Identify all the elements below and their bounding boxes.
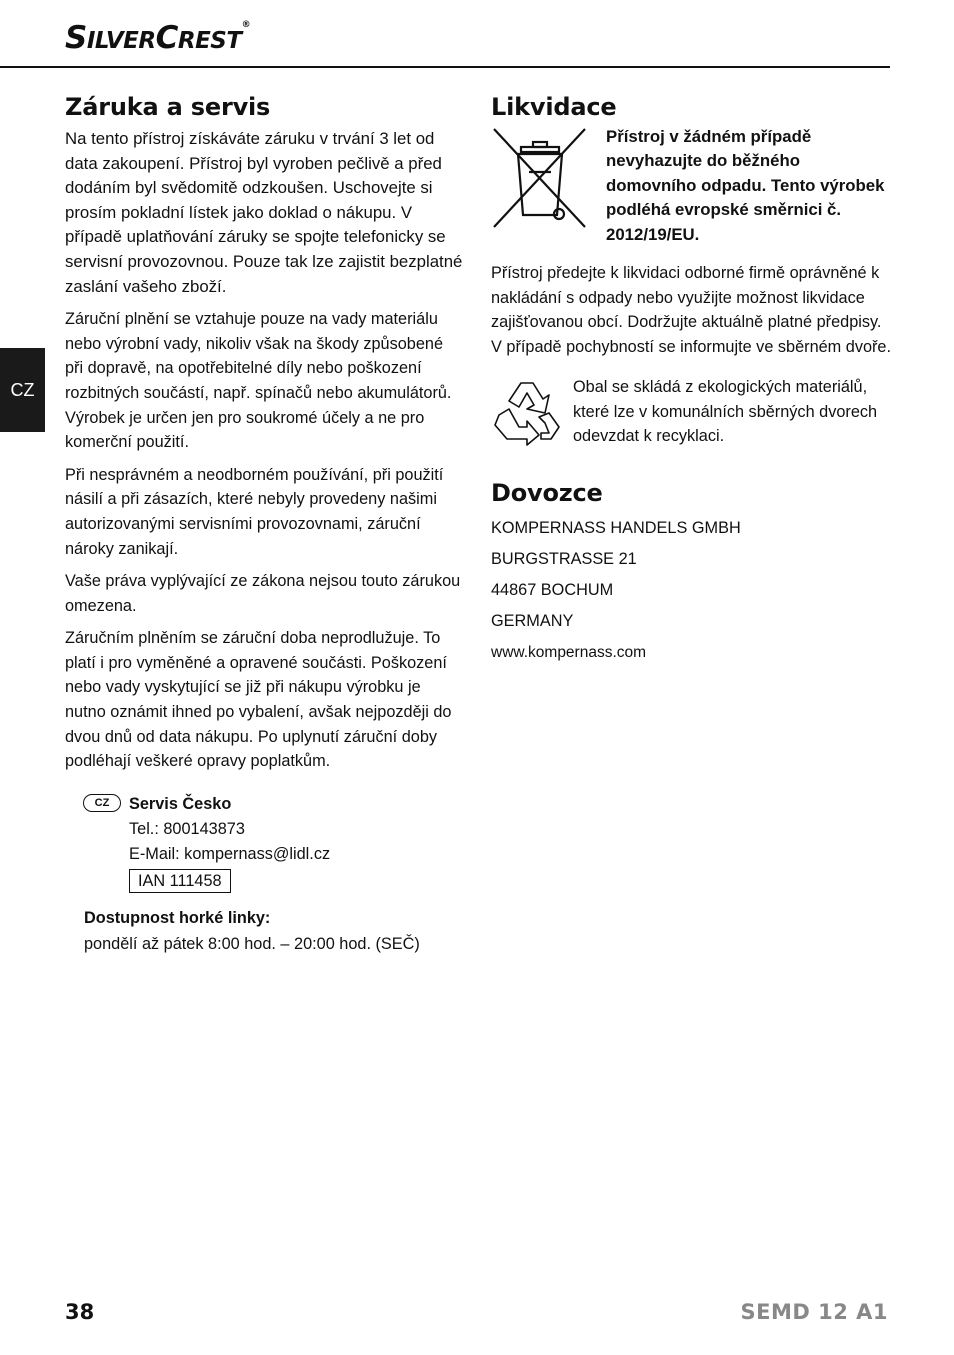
brand-logo bbox=[65, 20, 250, 56]
weee-warning-text: Přístroj v žádném případě nevyhazujte do běžného domovního odpadu. Tento výrobek podléhá evropské směrnici č. 2012/19/EU. bbox=[606, 127, 885, 244]
warranty-paragraph: Vaše práva vyplývající ze zákona nejsou touto zárukou omezena. bbox=[65, 572, 461, 615]
importer-website[interactable]: www.kompernass.com bbox=[491, 644, 647, 662]
disposal-heading: Likvidace bbox=[491, 93, 617, 121]
weee-notice bbox=[491, 127, 891, 247]
importer-company: KOMPERNASS HANDELS GMBH bbox=[491, 519, 741, 538]
recycle-text: Obal se skládá z ekologických materiálů, které lze v komunálních sběrných dvorech odevzdat k recyklaci. bbox=[573, 378, 878, 446]
language-tab-label: CZ bbox=[10, 379, 35, 400]
left-column bbox=[65, 93, 465, 957]
warranty-paragraph: Záručním plněním se záruční doba neprodlužuje. To platí i pro vyměněné a opravené součásti. Poškození nebo vady vyskytující se již při nákupu výrobku je nutno oznámit ihned po vybalení, avšak nejpozději do dvou dnů od data nákupu. Po uplynutí záruční doby podléhají veškeré opravy poplatkům. bbox=[65, 629, 452, 771]
model-number: SEMD 12 A1 bbox=[740, 1300, 888, 1324]
disposal-paragraph: Přístroj předejte k likvidaci odborné firmě oprávněné k nakládání s odpady nebo využijte možnost likvidace zajišťovanou obcí. Dodržujte aktuálně platné předpisy. V případě pochybností se informujte ve sběrném dvoře. bbox=[491, 264, 892, 356]
language-tab bbox=[0, 348, 45, 432]
header-rule bbox=[0, 66, 890, 68]
warranty-heading: Záruka a servis bbox=[65, 93, 271, 121]
warranty-paragraph: Na tento přístroj získáváte záruku v trvání 3 let od data zakoupení. Přístroj byl vyroben pečlivě a před dodáním byl svědomitě odzkoušen. Uschovejte si prosím pokladní lístek jako doklad o nákupu. V případě uplatňování záruky se spojte telefonicky se servisní provozovnou. Pouze tak lze zajistit bezplatné zaslání vašeho zboží. bbox=[65, 129, 463, 296]
brand-letter: S bbox=[65, 20, 87, 56]
brand-letter: C bbox=[155, 20, 178, 56]
hotline-title: Dostupnost horké linky: bbox=[84, 908, 271, 927]
importer-city: 44867 BOCHUM bbox=[491, 581, 614, 600]
page-number: 38 bbox=[65, 1300, 95, 1324]
importer-country: GERMANY bbox=[491, 612, 574, 631]
importer-block bbox=[491, 479, 891, 668]
hotline-block bbox=[65, 905, 465, 957]
warranty-paragraph: Záruční plnění se vztahuje pouze na vady materiálu nebo výrobní vady, nikoliv však na škody způsobené při dopravě, na opotřebitelné díly nebo poškození rozbitných součástí, např. spínačů nebo akumulátorů. Výrobek je určen jen pro soukromé účely a ne pro komerční použití. bbox=[65, 310, 452, 452]
country-badge: CZ bbox=[83, 794, 121, 812]
crossed-out-wheelie-bin-icon bbox=[491, 127, 588, 231]
importer-street: BURGSTRASSE 21 bbox=[491, 550, 637, 569]
hotline-hours: pondělí až pátek 8:00 hod. – 20:00 hod. (SEČ) bbox=[84, 934, 420, 953]
brand-text: ILVER bbox=[86, 28, 156, 54]
ian-box: IAN 111458 bbox=[129, 869, 231, 893]
recycle-icon bbox=[491, 377, 563, 449]
brand-text: REST bbox=[177, 28, 242, 54]
right-column bbox=[491, 93, 891, 668]
recycle-notice bbox=[491, 377, 891, 449]
service-email: E-Mail: kompernass@lidl.cz bbox=[129, 844, 331, 863]
warranty-paragraph: Při nesprávném a neodborném používání, při použití násilí a při zásazích, které nebyly provedeny našimi autorizovanými servisními provozovnami, záruční nároky zanikají. bbox=[65, 465, 444, 558]
importer-heading: Dovozce bbox=[491, 479, 603, 508]
service-title: Servis Česko bbox=[129, 794, 232, 813]
service-block bbox=[65, 792, 465, 893]
service-phone: Tel.: 800143873 bbox=[129, 819, 245, 838]
registered-mark: ® bbox=[241, 20, 251, 30]
